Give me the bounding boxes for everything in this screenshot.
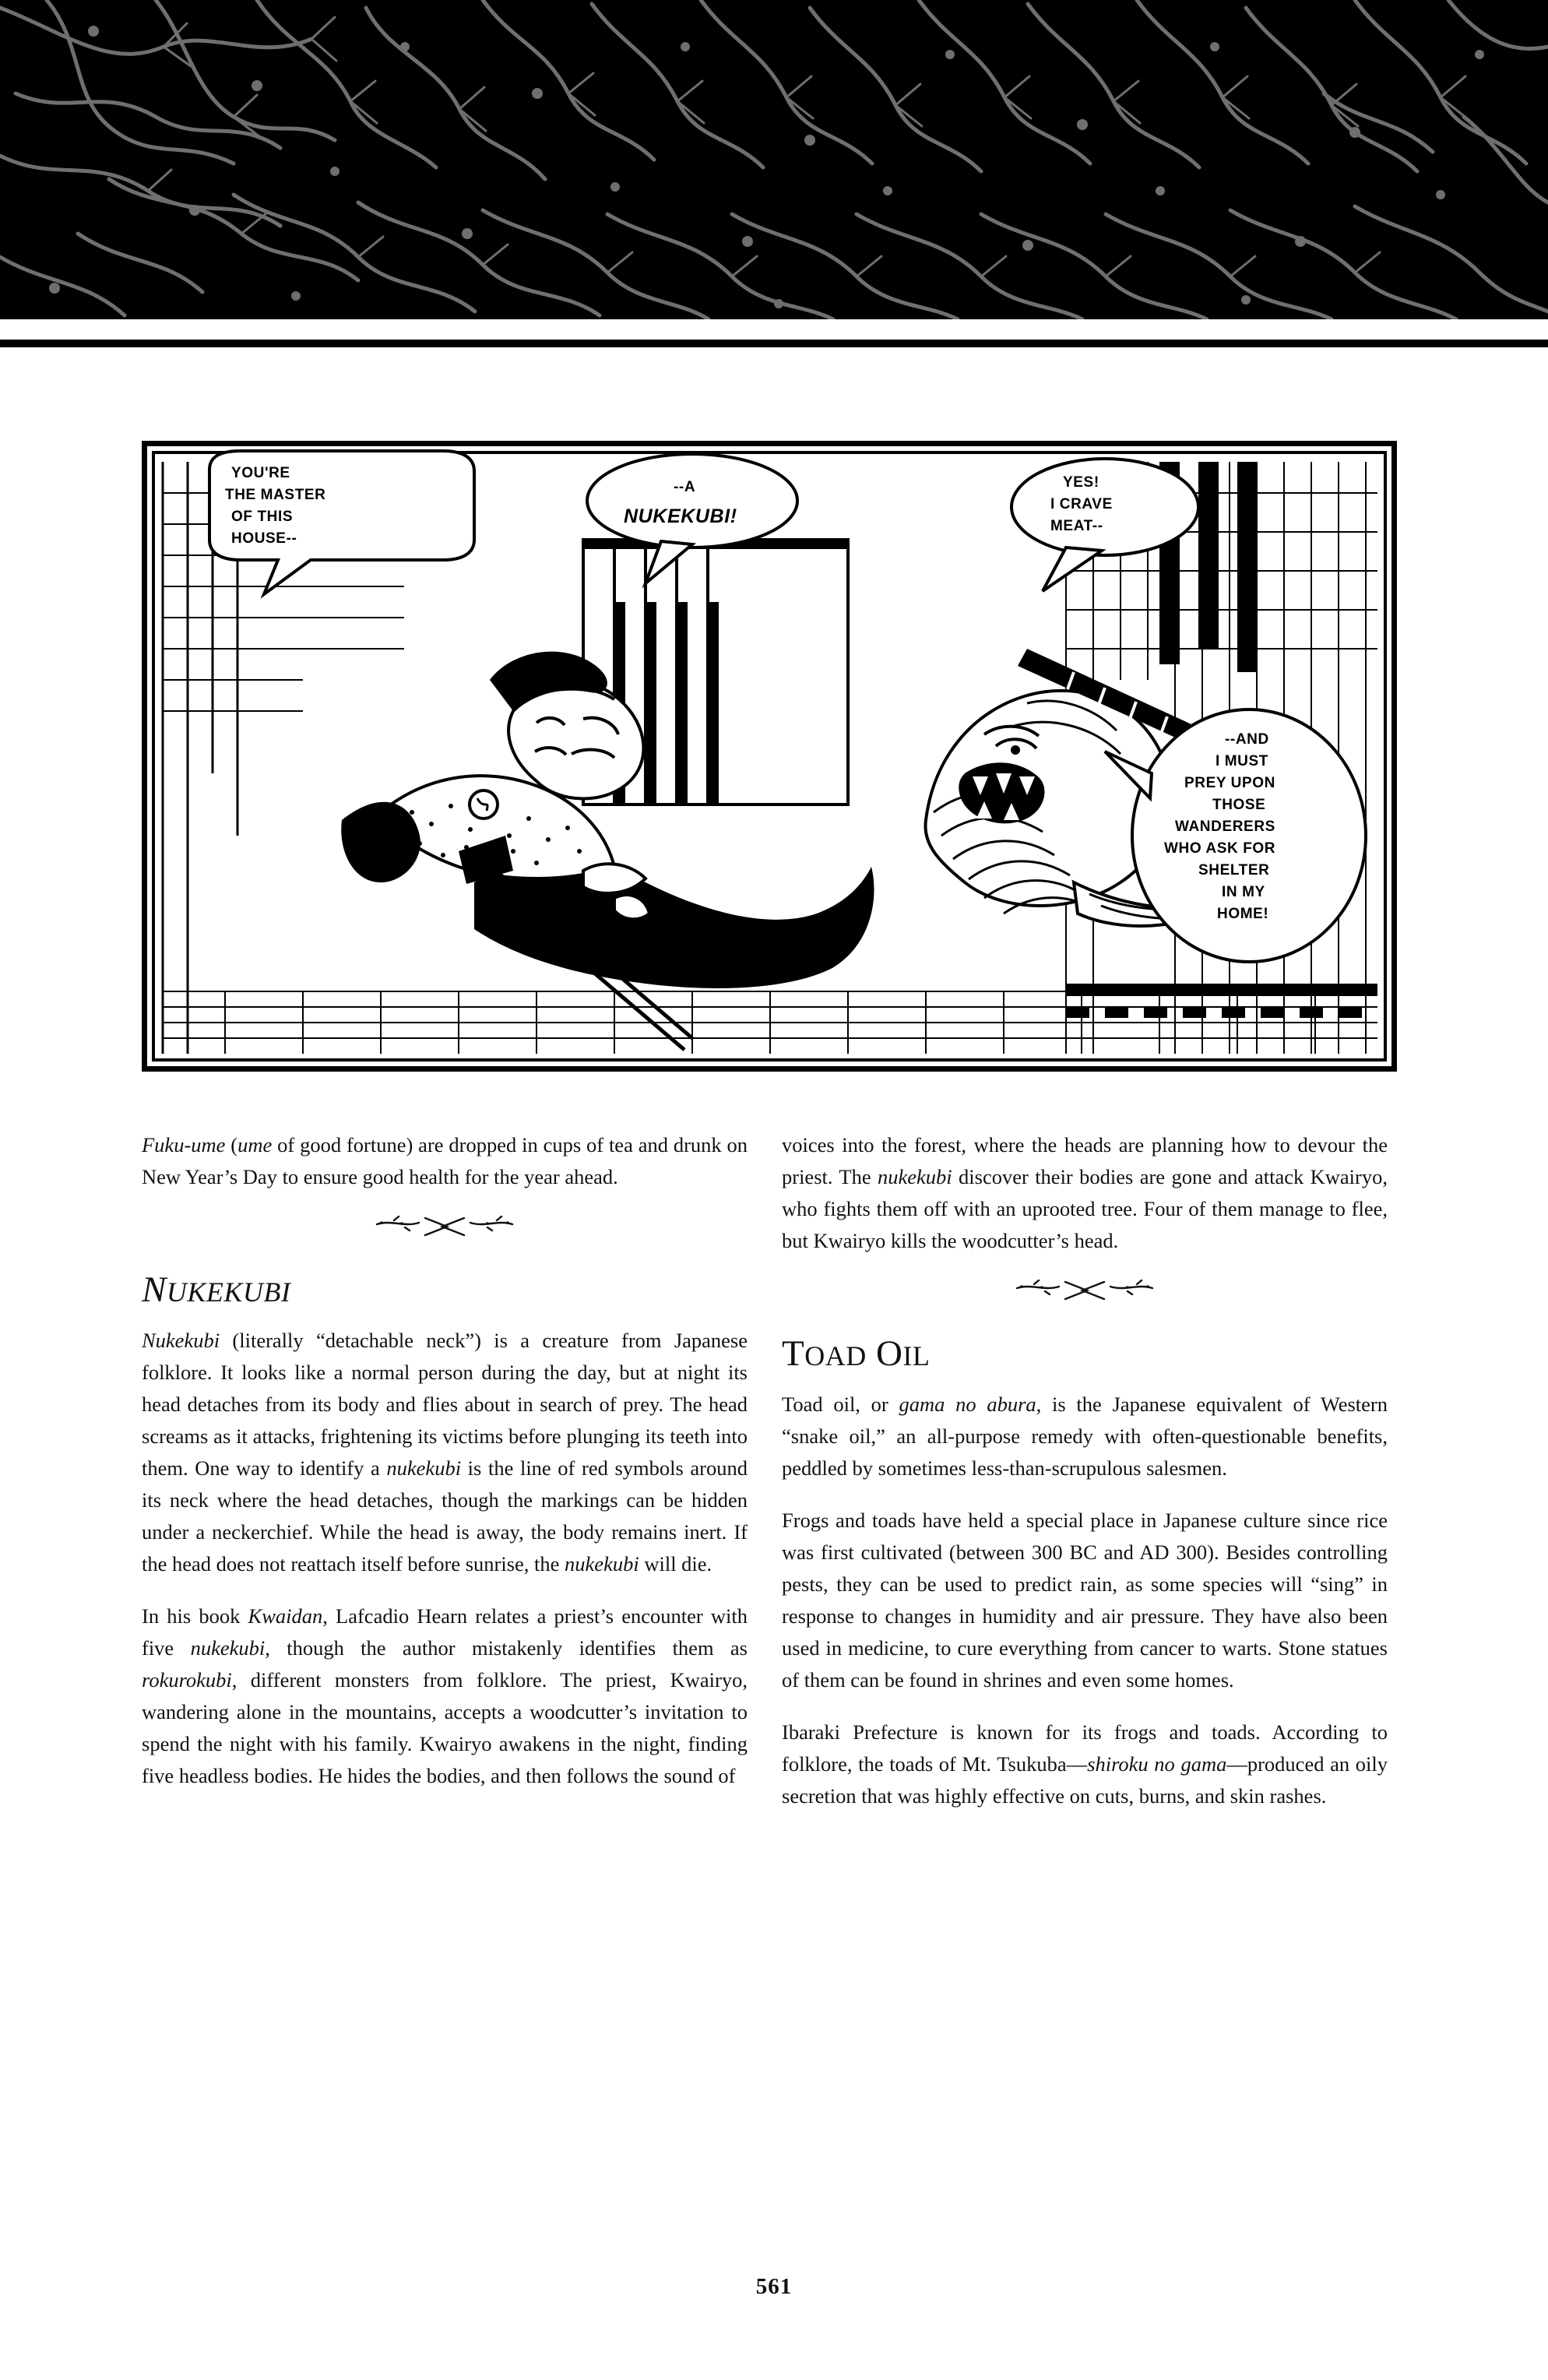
svg-text:--A: --A [674, 479, 696, 495]
svg-text:SHELTER: SHELTER [1198, 862, 1270, 878]
svg-text:--AND: --AND [1225, 731, 1269, 748]
svg-text:PREY UPON: PREY UPON [1184, 775, 1275, 791]
svg-text:WANDERERS: WANDERERS [1175, 819, 1275, 835]
branches-pattern [0, 0, 1548, 319]
toad-heading-t: T [782, 1333, 805, 1374]
section-ornament-left [142, 1213, 748, 1245]
svg-text:WHO ASK FOR: WHO ASK FOR [1164, 840, 1276, 857]
toad-heading-il: IL [902, 1340, 931, 1371]
left-text-column [142, 1129, 748, 1812]
svg-text:HOME!: HOME! [1217, 906, 1269, 922]
comic-artwork [147, 446, 1391, 1066]
paragraph-nukekubi-2: In his book Kwaidan, Lafcadio Hearn relates a priest’s encounter with five nukekubi, though the author mistakenly identifies them as rokurokubi, different monsters from folklore. The priest, Kwairyo, wandering alone in the mountains, accepts a woodcutter’s invitation to spend the night with his family. Kwairyo awakens in the night, finding five headless bodies. He hides the bodies, and then follows the sound of [142, 1604, 748, 1787]
paragraph-toad-1: Toad oil, or gama no abura, is the Japanese equivalent of Western “snake oil,” an all-purpose remedy with often-questionable benefits, peddled by sometimes less-than-scrupulous salesmen. [782, 1392, 1388, 1480]
fuku-ume-rest: of good fortune) are dropped in cups of tea and drunk on New Year’s Day to ensure good health for the year ahead. [142, 1133, 748, 1188]
section-heading-nukekubi [142, 1268, 748, 1314]
ume-term: ume [237, 1133, 273, 1157]
header-divider-rule [0, 340, 1548, 347]
fuku-ume-term: Fuku-ume [142, 1133, 226, 1157]
svg-text:OF THIS: OF THIS [231, 509, 294, 525]
paragraph-fuku-ume [142, 1129, 748, 1193]
header-decoration-band [0, 0, 1548, 319]
svg-text:I MUST: I MUST [1216, 753, 1268, 769]
ornament-flourish-icon [1011, 1277, 1159, 1304]
heading-first-letter: N [142, 1269, 167, 1310]
svg-text:THE MASTER: THE MASTER [225, 487, 326, 503]
nukekubi-comic-panel [142, 441, 1397, 1072]
page-number: 561 [755, 2274, 793, 2299]
paragraph-nukekubi-1: Nukekubi (literally “detachable neck”) is a creature from Japanese folklore. It looks like a normal person during the day, but at night its head detaches from its body and flies about in search of prey. The head screams as it attacks, frightening its victims before plunging its teeth into them. One way to identify a nukekubi is the line of red symbols around its neck where the head detaches, though the markings can be hidden under a neckerchief. While the head is away, the body remains inert. If the head does not reattach itself before sunrise, the nukekubi will die. [142, 1329, 748, 1576]
toad-heading-oad: OAD [804, 1340, 867, 1371]
svg-text:I CRAVE: I CRAVE [1050, 496, 1113, 512]
svg-text:NUKEKUBI!: NUKEKUBI! [624, 505, 737, 527]
svg-text:MEAT--: MEAT-- [1050, 518, 1103, 534]
section-ornament-right [782, 1277, 1388, 1308]
right-text-column [782, 1129, 1388, 1833]
heading-remainder: UKEKUBI [166, 1276, 291, 1308]
svg-text:IN MY: IN MY [1222, 884, 1265, 900]
paragraph-toad-3: Ibaraki Prefecture is known for its frogs and toads. According to folklore, the toads of Mt. Tsukuba—shiroku no gama—produced an oily secretion that was highly effective on cuts, burns, and skin rashes. [782, 1720, 1388, 1808]
svg-text:HOUSE--: HOUSE-- [231, 530, 297, 547]
paragraph-continuation: voices into the forest, where the heads are planning how to devour the priest. The nukekubi discover their bodies are gone and attack Kwairyo, who fights them off with an uprooted tree. Four of them manage to flee, but Kwairyo kills the woodcutter’s head. [782, 1133, 1388, 1252]
svg-text:THOSE: THOSE [1212, 797, 1266, 813]
svg-text:YES!: YES! [1063, 474, 1099, 491]
toad-heading-o: O [875, 1333, 903, 1374]
paragraph-toad-2: Frogs and toads have held a special place in Japanese culture since rice was first cultivated (between 300 BC and AD 300). Besides controlling pests, they can be used to predict rain, as some species will “sing” in response to changes in humidity and air pressure. They have also been used in medicine, to cure everything from cancer to warts. Stone statues of them can be found in shrines and even some homes. [782, 1509, 1388, 1692]
svg-text:YOU'RE: YOU'RE [231, 465, 290, 481]
fuku-ume-open-paren: ( [225, 1133, 238, 1157]
ornament-flourish-icon [371, 1213, 519, 1240]
section-heading-toad-oil [782, 1332, 1388, 1378]
